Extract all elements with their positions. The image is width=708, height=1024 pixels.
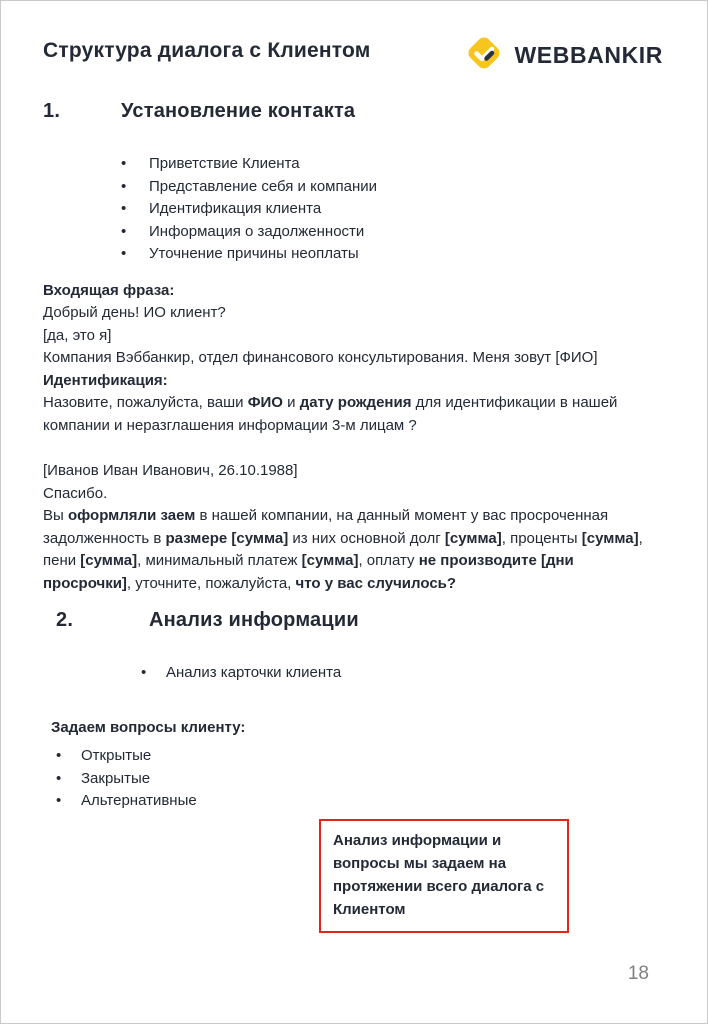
- note-box: [319, 819, 569, 933]
- list-item: • Информация о задолженности: [121, 221, 663, 244]
- logo-wordmark: WEBBANKIR: [514, 42, 663, 68]
- list-item: • Альтернативные: [56, 790, 663, 813]
- list-item: • Представление себя и компании: [121, 176, 663, 199]
- section-1-bullet-list: [121, 153, 663, 266]
- script-line: Назовите, пожалуйста, ваши ФИО и дату рождения для идентификации в нашей компании и неразглашения информации 3-м лицам ?: [43, 394, 618, 434]
- section-2-number: 2.: [56, 609, 74, 631]
- list-item: • Уточнение причины неоплаты: [121, 243, 663, 266]
- page-title: Структура диалога с Клиентом: [43, 39, 371, 62]
- section-1-number: 1.: [43, 100, 61, 122]
- question-types-list: [56, 745, 663, 813]
- list-item: • Приветствие Клиента: [121, 153, 663, 176]
- section-2-bullet-list: [141, 662, 663, 685]
- script-line: [да, это я]: [43, 326, 112, 344]
- page-number: 18: [627, 963, 649, 984]
- script-line: Добрый день! ИО клиент?: [43, 304, 226, 321]
- section-1-title: Установление контакта: [121, 100, 356, 122]
- script-line: [Иванов Иван Иванович, 26.10.1988]: [43, 462, 298, 479]
- call-script-block: [43, 280, 663, 596]
- webbankir-logo-icon: [462, 31, 506, 80]
- section-1-heading: [43, 100, 663, 123]
- note-text: Анализ информации и вопросы мы задаем на протяжении всего диалога с Клиентом: [333, 832, 545, 918]
- questions-label: Задаем вопросы клиенту:: [51, 718, 246, 736]
- script-line: Идентификация:: [43, 371, 168, 389]
- list-item: • Открытые: [56, 745, 663, 768]
- list-item: • Закрытые: [56, 768, 663, 791]
- script-line: Компания Вэббанкир, отдел финансового консультирования. Меня зовут [ФИО]: [43, 349, 598, 366]
- script-line: Вы оформляли заем в нашей компании, на данный момент у вас просроченная задолженность в размере [сумма] из них основной долг [сумма], проценты [сумма], пени [сумма], минимальный платеж [сумма], оплату не производите [дни просрочки], уточните, пожалуйста, что у вас случилось?: [43, 507, 643, 592]
- script-line: Входящая фраза:: [43, 281, 175, 299]
- header: [43, 31, 663, 80]
- section-2-heading: [43, 609, 663, 632]
- webbankir-logo: [462, 31, 664, 80]
- list-item: • Идентификация клиента: [121, 198, 663, 221]
- list-item: • Анализ карточки клиента: [141, 662, 663, 685]
- script-line: Спасибо.: [43, 484, 108, 502]
- section-2-title: Анализ информации: [149, 609, 359, 631]
